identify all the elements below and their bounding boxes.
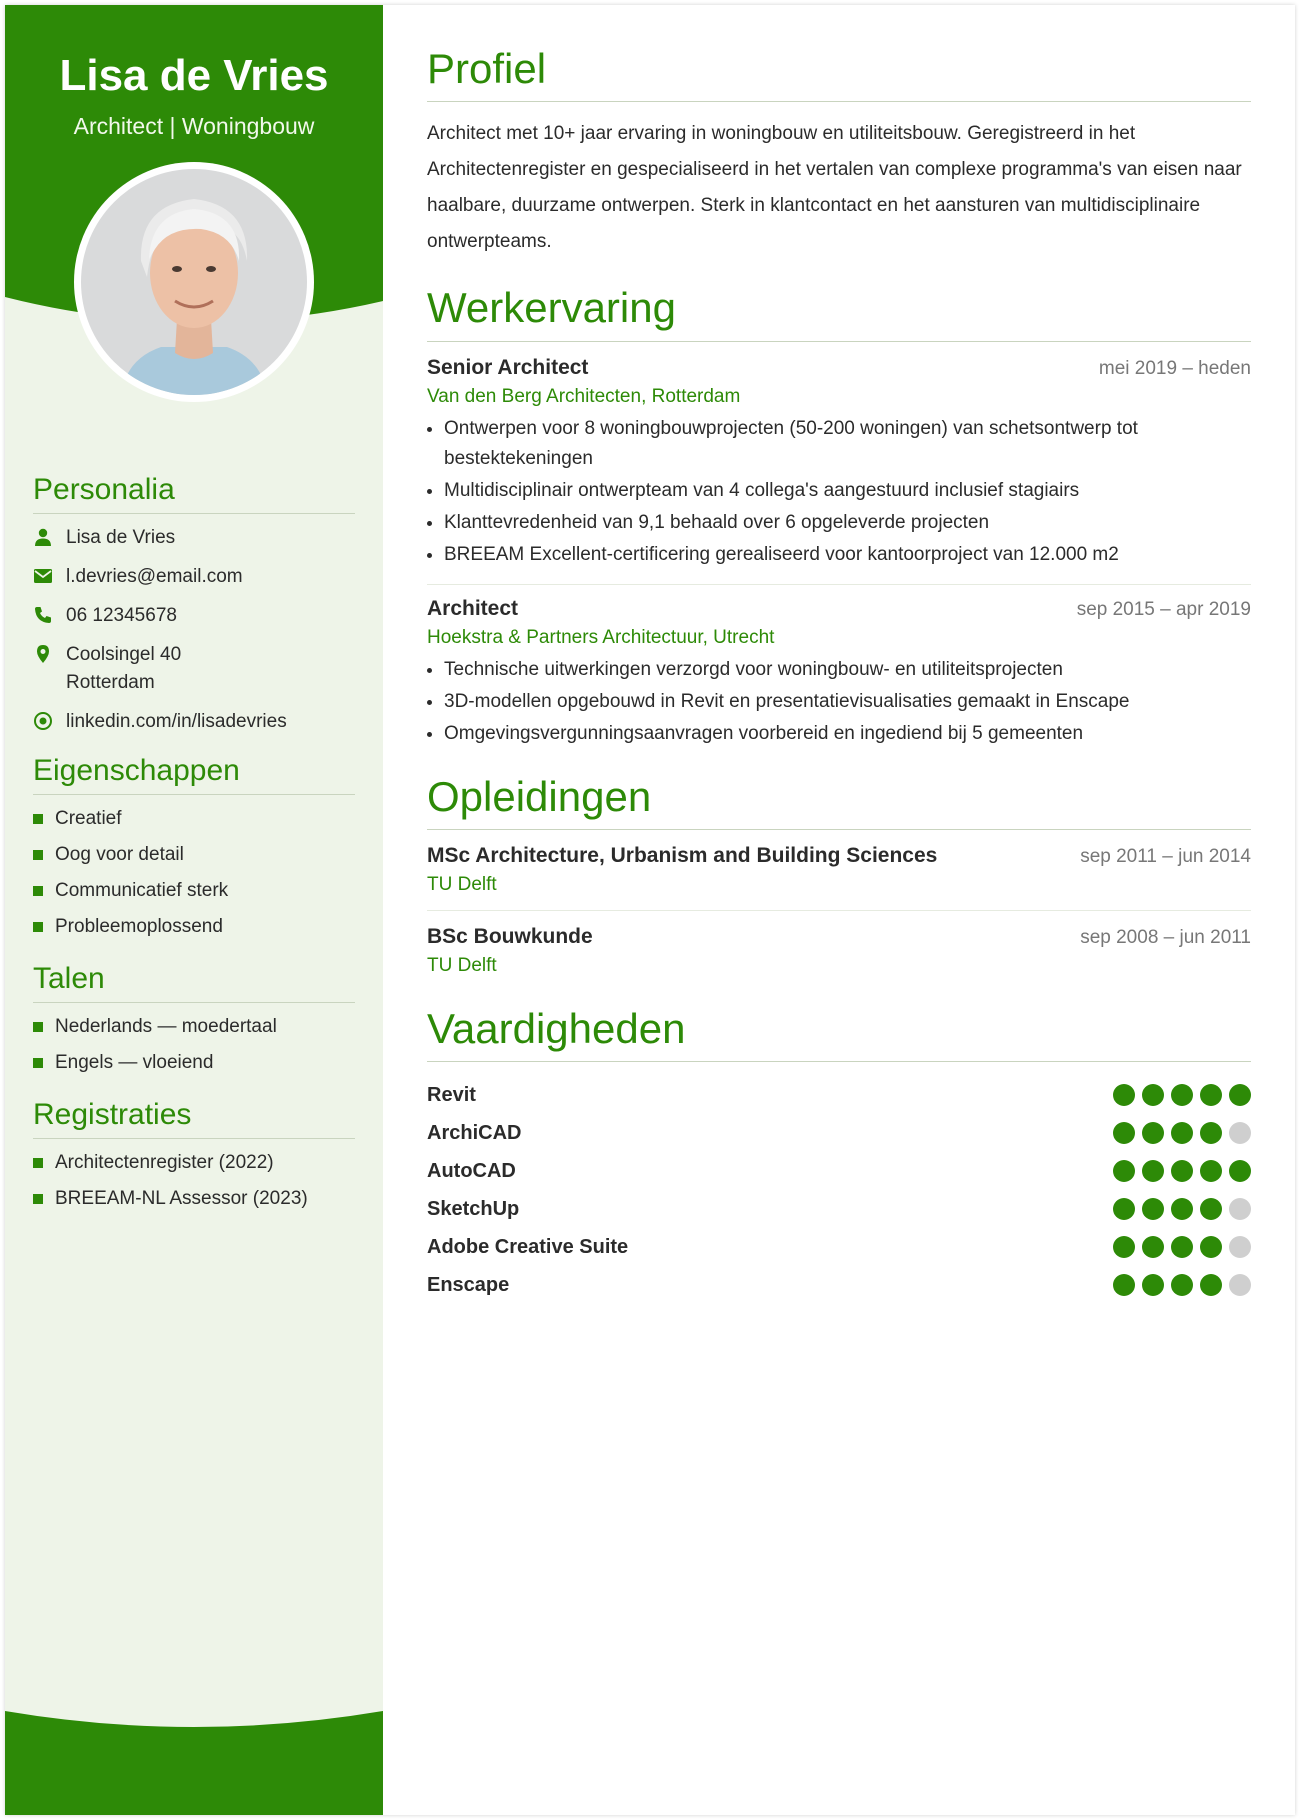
- rating-dot-filled: [1171, 1160, 1193, 1182]
- contact-name-text: Lisa de Vries: [66, 527, 176, 548]
- rating-dot-filled: [1142, 1198, 1164, 1220]
- job-entry: [427, 597, 1251, 763]
- contact-linkedin[interactable]: [33, 708, 355, 736]
- job-date: sep 2015 – apr 2019: [1076, 598, 1251, 620]
- job-bullets: [427, 414, 1251, 570]
- skill-rating: [1106, 1236, 1251, 1258]
- contact-address: [33, 641, 355, 697]
- list-item: [33, 1185, 355, 1213]
- bullet-square-icon: [33, 1022, 43, 1032]
- skill-row: [427, 1114, 1251, 1152]
- bullet-square-icon: [33, 1058, 43, 1068]
- job-bullet: • Klanttevredenheid van 9,1 behaald over 6 opgeleverde projecten: [444, 508, 1251, 538]
- main-content: [427, 45, 1251, 1304]
- eigenschappen-heading: Eigenschappen: [33, 754, 355, 795]
- trait-label: Oog voor detail: [55, 844, 184, 865]
- skill-rating: [1106, 1160, 1251, 1182]
- address-line-2: Rotterdam: [66, 672, 155, 693]
- education-degree: MSc Architecture, Urbanism and Building Sciences: [427, 843, 938, 867]
- skills-list: [427, 1076, 1251, 1304]
- rating-dot-filled: [1171, 1122, 1193, 1144]
- language-label: Nederlands — moedertaal: [55, 1016, 277, 1037]
- rating-dot-filled: [1142, 1236, 1164, 1258]
- registraties-heading: Registraties: [33, 1098, 355, 1139]
- candidate-name: Lisa de Vries: [59, 51, 329, 100]
- education-date: sep 2011 – jun 2014: [1080, 845, 1251, 867]
- cv-page: [5, 5, 1295, 1815]
- trait-label: Creatief: [55, 808, 122, 829]
- contact-email[interactable]: [33, 563, 355, 591]
- job-bullet: • Ontwerpen voor 8 woningbouwprojecten (50-200 woningen) van schetsontwerp tot bestektekeningen: [444, 414, 1251, 474]
- rating-dot-filled: [1171, 1236, 1193, 1258]
- skill-rating: [1106, 1274, 1251, 1296]
- rating-dot-filled: [1142, 1084, 1164, 1106]
- rating-dot-filled: [1200, 1274, 1222, 1296]
- rating-dot-filled: [1200, 1160, 1222, 1182]
- skill-rating: [1106, 1084, 1251, 1106]
- mail-icon: [33, 566, 53, 586]
- contact-linkedin-text[interactable]: linkedin.com/in/lisadevries: [66, 711, 287, 732]
- rating-dot-filled: [1113, 1198, 1135, 1220]
- rating-dot-filled: [1113, 1236, 1135, 1258]
- rating-dot-filled: [1200, 1198, 1222, 1220]
- list-item: [33, 841, 355, 869]
- skill-name: Enscape: [427, 1273, 510, 1296]
- candidate-title: Architect | Woningbouw: [73, 113, 315, 139]
- list-item: [33, 1149, 355, 1177]
- rating-dot-filled: [1200, 1084, 1222, 1106]
- rating-dot-filled: [1113, 1274, 1135, 1296]
- rating-dot-filled: [1113, 1122, 1135, 1144]
- job-bullet: • Multidisciplinair ontwerpteam van 4 collega's aangestuurd inclusief stagiairs: [444, 476, 1251, 506]
- sidebar: [5, 5, 383, 1815]
- address-line-1: Coolsingel 40: [66, 644, 182, 665]
- job-bullet: • BREEAM Excellent-certificering gerealiseerd voor kantoorproject van 12.000 m2: [444, 540, 1251, 570]
- bullet-square-icon: [33, 1194, 43, 1204]
- contact-email-text[interactable]: l.devries@email.com: [66, 566, 243, 587]
- list-item: [33, 877, 355, 905]
- education-school: TU Delft: [427, 873, 497, 895]
- rating-dot-filled: [1142, 1122, 1164, 1144]
- bullet-square-icon: [33, 850, 43, 860]
- rating-dot-empty: [1229, 1122, 1251, 1144]
- job-role: Architect: [427, 596, 519, 620]
- skill-row: [427, 1190, 1251, 1228]
- rating-dot-filled: [1142, 1274, 1164, 1296]
- bullet-square-icon: [33, 886, 43, 896]
- skill-name: AutoCAD: [427, 1159, 516, 1182]
- rating-dot-filled: [1171, 1198, 1193, 1220]
- eigenschappen-list: [33, 805, 355, 941]
- education-entry: [427, 925, 1251, 991]
- education-degree: BSc Bouwkunde: [427, 924, 593, 948]
- avatar: [74, 162, 314, 402]
- rating-dot-filled: [1142, 1160, 1164, 1182]
- skill-name: SketchUp: [427, 1197, 520, 1220]
- registraties-list: [33, 1149, 355, 1213]
- contact-list: [33, 524, 355, 736]
- trait-label: Communicatief sterk: [55, 880, 229, 901]
- talen-heading: Talen: [33, 962, 355, 1003]
- contact-phone-text[interactable]: 06 12345678: [66, 605, 177, 626]
- registration-label: Architectenregister (2022): [55, 1152, 274, 1173]
- job-company: Van den Berg Architecten, Rotterdam: [427, 385, 741, 407]
- skill-name: ArchiCAD: [427, 1121, 522, 1144]
- profile-text: Architect met 10+ jaar ervaring in woningbouw en utiliteitsbouw. Geregistreerd in het Architectenregister en gespecialiseerd in het vertalen van complexe programma's van eisen naar haalbare, duurzame ontwerpen. Sterk in klantcontact en het aansturen van multidisciplinaire ontwerpteams.: [427, 123, 1242, 253]
- list-item: [33, 1013, 355, 1041]
- rating-dot-filled: [1171, 1084, 1193, 1106]
- vaardigheden-heading: Vaardigheden: [427, 1005, 1251, 1062]
- opleidingen-heading: Opleidingen: [427, 773, 1251, 830]
- list-item: [33, 1049, 355, 1077]
- linkedin-icon: [33, 711, 53, 731]
- rating-dot-empty: [1229, 1198, 1251, 1220]
- skill-row: [427, 1228, 1251, 1266]
- profile-photo: [81, 169, 307, 395]
- bullet-square-icon: [33, 814, 43, 824]
- rating-dot-empty: [1229, 1236, 1251, 1258]
- registration-label: BREEAM-NL Assessor (2023): [55, 1188, 308, 1209]
- job-bullet: • Omgevingsvergunningsaanvragen voorbereid en ingediend bij 5 gemeenten: [444, 719, 1251, 749]
- location-pin-icon: [33, 644, 53, 664]
- rating-dot-filled: [1229, 1084, 1251, 1106]
- job-bullet: • Technische uitwerkingen verzorgd voor woningbouw- en utiliteitsprojecten: [444, 655, 1251, 685]
- skill-name: Revit: [427, 1083, 476, 1106]
- rating-dot-filled: [1171, 1274, 1193, 1296]
- list-item: [33, 913, 355, 941]
- rating-dot-filled: [1200, 1122, 1222, 1144]
- skill-rating: [1106, 1198, 1251, 1220]
- list-item: [33, 805, 355, 833]
- job-company: Hoekstra & Partners Architectuur, Utrecht: [427, 626, 775, 648]
- rating-dot-filled: [1113, 1084, 1135, 1106]
- skill-rating: [1106, 1122, 1251, 1144]
- job-bullets: [427, 655, 1251, 749]
- person-icon: [33, 527, 53, 547]
- education-school: TU Delft: [427, 954, 497, 976]
- job-date: mei 2019 – heden: [1098, 357, 1251, 379]
- werkervaring-heading: Werkervaring: [427, 284, 1251, 341]
- sidebar-content: [33, 473, 355, 1234]
- personalia-heading: Personalia: [33, 473, 355, 514]
- contact-phone[interactable]: [33, 602, 355, 630]
- contact-name: [33, 524, 355, 552]
- skill-row: [427, 1076, 1251, 1114]
- trait-label: Probleemoplossend: [55, 916, 223, 937]
- rating-dot-filled: [1113, 1160, 1135, 1182]
- job-entry: [427, 356, 1251, 585]
- skill-row: [427, 1152, 1251, 1190]
- language-label: Engels — vloeiend: [55, 1052, 214, 1073]
- skill-name: Adobe Creative Suite: [427, 1235, 629, 1258]
- job-role: Senior Architect: [427, 355, 589, 379]
- rating-dot-empty: [1229, 1274, 1251, 1296]
- profiel-heading: Profiel: [427, 45, 1251, 102]
- rating-dot-filled: [1200, 1236, 1222, 1258]
- phone-icon: [33, 605, 53, 625]
- bullet-square-icon: [33, 1158, 43, 1168]
- education-entry: [427, 844, 1251, 911]
- rating-dot-filled: [1229, 1160, 1251, 1182]
- talen-list: [33, 1013, 355, 1077]
- skill-row: [427, 1266, 1251, 1304]
- job-bullet: • 3D-modellen opgebouwd in Revit en presentatievisualisaties gemaakt in Enscape: [444, 687, 1251, 717]
- bullet-square-icon: [33, 922, 43, 932]
- education-date: sep 2008 – jun 2011: [1080, 926, 1251, 948]
